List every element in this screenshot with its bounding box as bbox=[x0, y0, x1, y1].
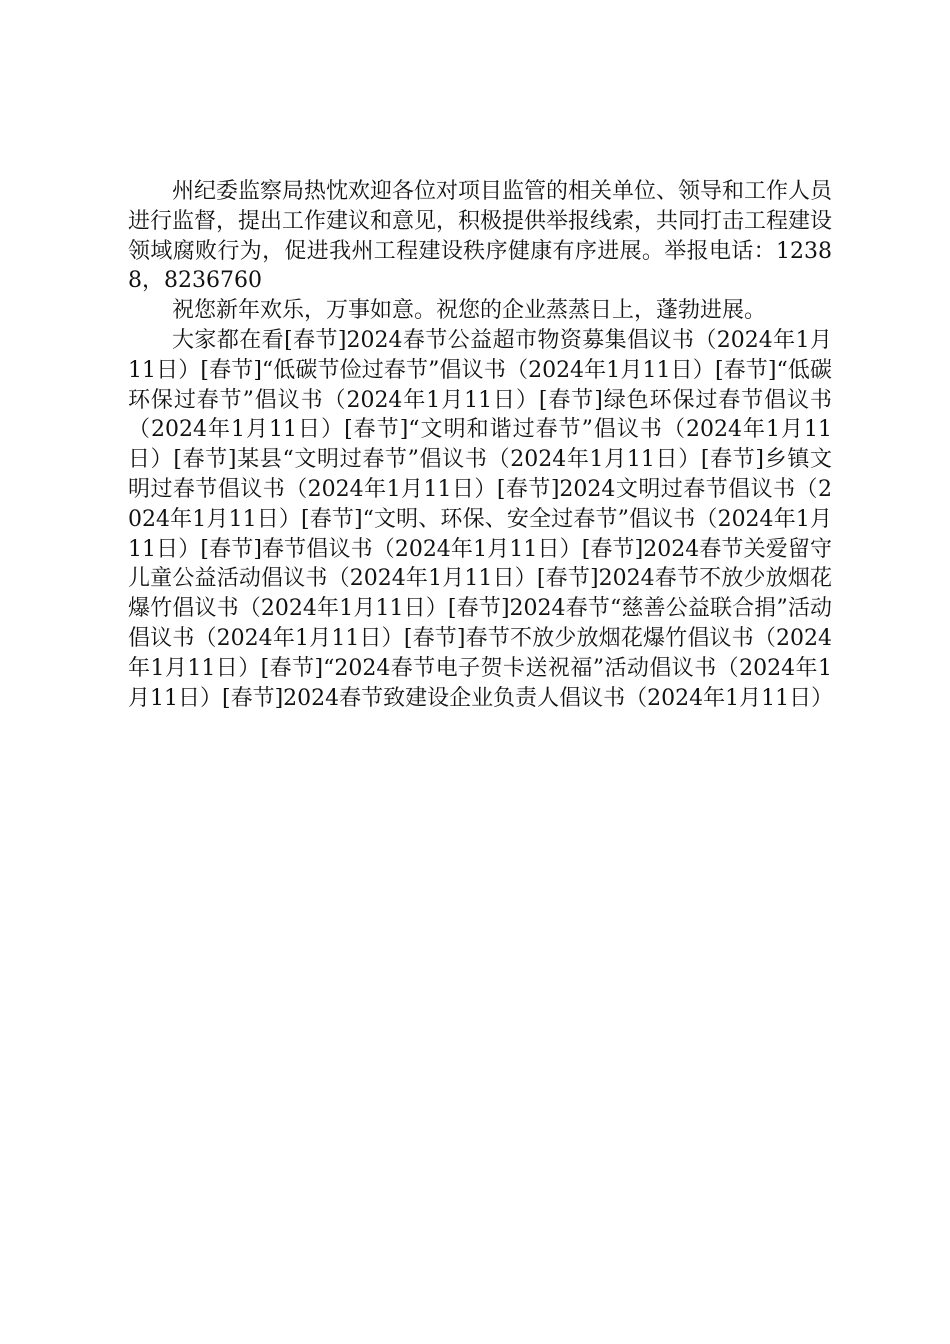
paragraph-report-hotline: 州纪委监察局热忱欢迎各位对项目监管的相关单位、领导和工作人员进行监督，提出工作建议和意见，积极提供举报线索，共同打击工程建设领域腐败行为，促进我州工程建设秩序健康有序进展。举报电话：12388，8236760 bbox=[128, 179, 833, 294]
paragraph-related-articles: 大家都在看[春节]2024春节公益超市物资募集倡议书（2024年1月11日）[春节]“低碳节俭过春节”倡议书（2024年1月11日）[春节]“低碳环保过春节”倡议书（2024年1月11日）[春节]绿色环保过春节倡议书（2024年1月11日）[春节]“文明和谐过春节”倡议书（2024年1月11日）[春节]某县“文明过春节”倡议书（2024年1月11日）[春节]乡镇文明过春节倡议书（2024年1月11日）[春节]2024文明过春节倡议书（2024年1月11日）[春节]“文明、环保、安全过春节”倡议书（2024年1月11日）[春节]春节倡议书（2024年1月11日）[春节]2024春节关爱留守儿童公益活动倡议书（2024年1月11日）[春节]2024春节不放少放烟花爆竹倡议书（2024年1月11日）[春节]2024春节“慈善公益联合捐”活动倡议书（2024年1月11日）[春节]春节不放少放烟花爆竹倡议书（2024年1月11日）[春节]“2024春节电子贺卡送祝福”活动倡议书（2024年1月11日）[春节]2024春节致建设企业负责人倡议书（2024年1月11日） bbox=[128, 327, 834, 711]
paragraph-new-year-wishes: 祝您新年欢乐，万事如意。祝您的企业蒸蒸日上，蓬勃进展。 bbox=[172, 298, 767, 324]
document-body bbox=[128, 177, 832, 713]
